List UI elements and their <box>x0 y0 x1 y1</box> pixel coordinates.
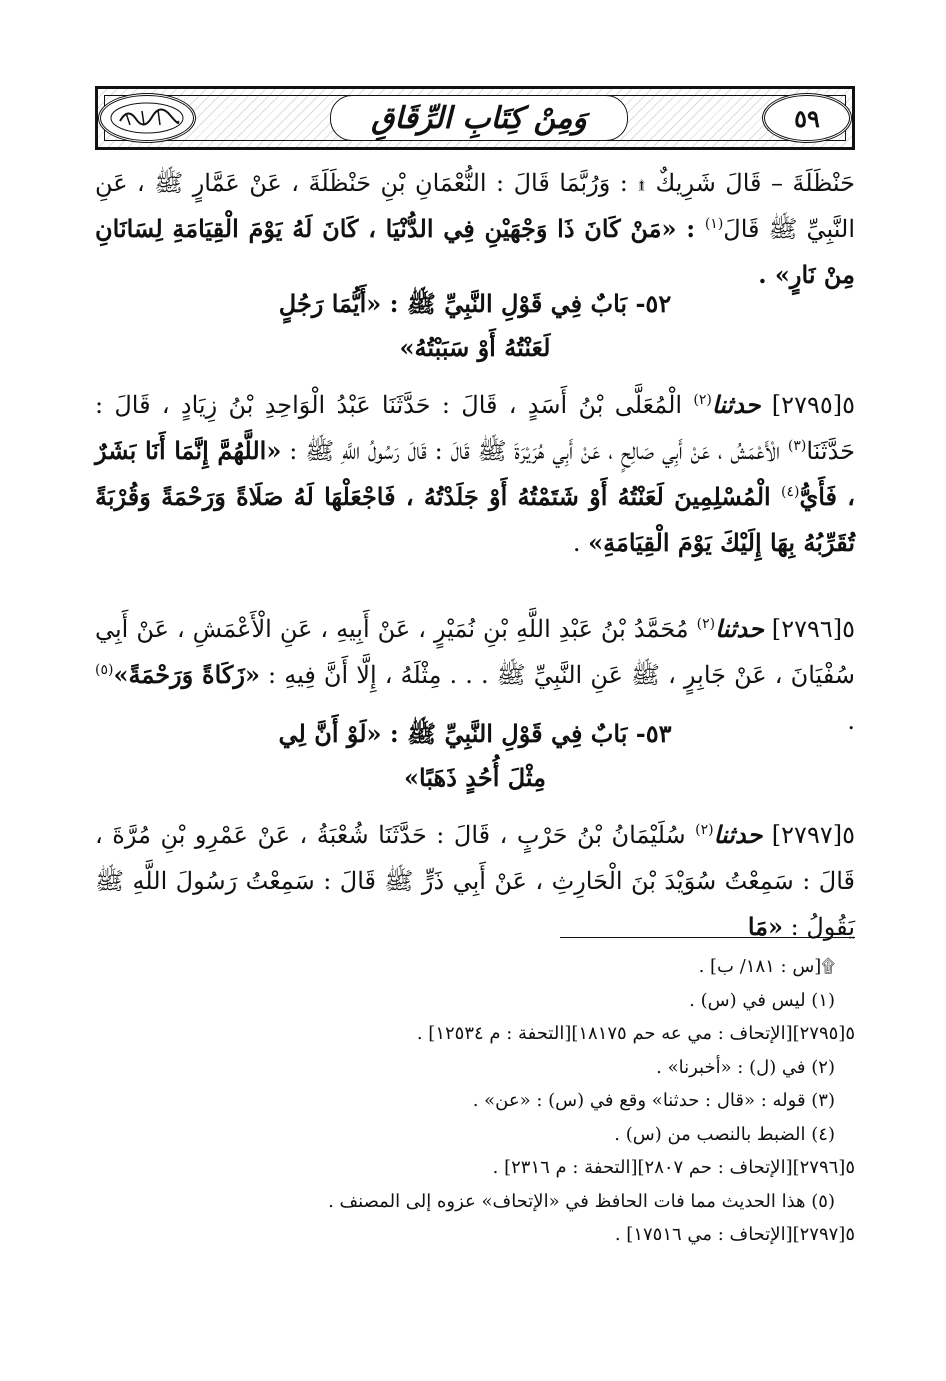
hadith-number: ٥[٢٧٩٥] <box>760 391 855 419</box>
footnote-item: ٥[٢٧٩٦][الإتحاف : حم ٢٨٠٧][التحفة : م ٢٣١٦] . <box>492 1157 855 1178</box>
footnote-ref: (٢) <box>693 392 712 408</box>
footnote-item: (٥) هذا الحديث مما فات الحافظ في «الإتحاف» عزوه إلى المصنف . <box>328 1190 835 1212</box>
footnote-ref: (٣) <box>787 438 807 454</box>
para1-line2a: ﷺ قَالَ <box>723 215 798 243</box>
hadith-2795 <box>95 382 855 566</box>
hadith-quote: «زَكَاةً وَرَحْمَةً» <box>113 660 260 689</box>
footnote-ref: (٢) <box>695 822 714 838</box>
chapter-heading-52 <box>95 282 855 370</box>
hadith-2797 <box>95 812 855 950</box>
footnote-item: ۩[س : ١٨١/ ب] . <box>698 956 835 977</box>
isnad-text: سُلَيْمَانُ بْنُ حَرْبٍ ، قَالَ : حَدَّثَنَا شُعْبَةُ ، عَنْ عَمْرِو بْنِ مُرَّةَ ، قَالَ : سَمِعْتُ سُوَيْدَ بْنَ الْحَارِثِ ، عَنْ أَبِي ذَرٍّ ﷺ قَالَ : سَمِعْتُ رَسُولَ اللَّهِ ﷺ يَقُولُ : <box>95 821 855 941</box>
para1-line1: حَنْظَلَةَ – قَالَ شَرِيكٌ ۩ : وَرُبَّمَا قَالَ : النُّعْمَانِ بْنِ حَنْظَلَةَ ، عَنْ عَمَّارٍ ﷺ ، عَنِ النَّبِيِّ <box>95 169 856 243</box>
footnote-item: ٥[٢٧٩٥][الإتحاف : مي عه حم ١٨١٧٥][التحفة : م ١٢٥٣٤] . <box>416 1023 855 1044</box>
chapter-heading-53 <box>95 712 855 800</box>
narration-word: حدثنا <box>713 820 763 849</box>
chapter-heading-line2: مِثْلَ أُحُدٍ ذَهَبًا» <box>404 763 546 792</box>
chapter-heading-line1: ٥٢- بَابٌ فِي قَوْلِ النَّبِيِّ ﷺ : «أَيُّمَا رَجُلٍ <box>278 289 672 318</box>
footnote-item: (٤) الضبط بالنصب من (س) . <box>614 1123 835 1145</box>
footnotes <box>95 950 855 1252</box>
narration-word: حدثنا <box>715 614 764 643</box>
isnad-text: الْأَعْمَشُ ، عَنْ أَبِي صَالِحٍ ، عَنْ أَبِي هُرَيْرَةَ ﷺ قَالَ : قَالَ رَسُولُ اللَّهِ ﷺ : <box>281 437 788 465</box>
chapter-heading-line1: ٥٣- بَابٌ فِي قَوْلِ النَّبِيِّ ﷺ : «لَوْ أَنَّ لِي <box>278 719 672 748</box>
hadith-quote: : «مَنْ كَانَ ذَا وَجْهَيْنِ فِي الدُّنْيَا ، كَانَ لَهُ يَوْمَ الْقِيَامَةِ لِسَانَانِ مِنْ نَارٍ» . <box>95 214 855 289</box>
end-mark: . <box>572 529 589 557</box>
isnad-text: الْمُعَلَّى بْنُ أَسَدٍ ، قَالَ : حَدَّثَنَا عَبْدُ الْوَاحِدِ بْنُ زِيَادٍ ، قَالَ : حَدَّثَنَا <box>95 391 855 465</box>
footnote-divider <box>560 937 855 938</box>
footnote-item: ٥[٢٧٩٧][الإتحاف : مي ١٧٥١٦] . <box>614 1224 855 1245</box>
hadith-quote: «مَا <box>747 912 783 941</box>
footnote-ref: (٤) <box>780 484 800 500</box>
page-header <box>95 86 855 150</box>
narration-word: حدثنا <box>711 390 761 419</box>
end-mark: . <box>847 707 855 735</box>
footnote-item: (٣) قوله : «قال : حدثنا» وقع في (س) : «عن» . <box>472 1090 835 1111</box>
footnote-item: (٢) في (ل) : «أخبرنا» . <box>656 1056 835 1078</box>
chapter-heading-line2: لَعَنْتُهُ أَوْ سَبَبْتُهُ» <box>399 333 551 362</box>
hadith-quote: الْمُسْلِمِينَ لَعَنْتُهُ أَوْ شَتَمْتُهُ أَوْ جَلَدْتُهُ ، فَاجْعَلْهَا لَهُ صَلَاةً وَرَحْمَةً وَقُرْبَةً تُقَرِّبُهُ بِهَا إِلَيْكَ يَوْمَ الْقِيَامَةِ» <box>95 482 855 557</box>
paragraph-continuation <box>95 160 855 298</box>
hadith-number: ٥[٢٧٩٧] <box>762 821 855 849</box>
hadith-quote: «اللَّهُمَّ إِنَّمَا أَنَا بَشَرٌ ، فَأَيُّ <box>95 436 856 511</box>
publisher-seal-logo <box>98 93 196 143</box>
footnote-ref: (٥) <box>95 662 114 678</box>
footnote-item: (١) ليس في (س) . <box>689 989 835 1011</box>
calligraphy-seal-icon <box>108 101 186 135</box>
footnote-ref: (١) <box>704 216 724 232</box>
running-title: وَمِنْ كِتَابِ الرِّقَاقِ <box>330 95 628 141</box>
hadith-number: ٥[٢٧٩٦] <box>763 615 856 643</box>
isnad-text: مُحَمَّدُ بْنُ عَبْدِ اللَّهِ بْنِ نُمَيْرٍ ، عَنْ أَبِيهِ ، عَنِ الْأَعْمَشِ ، عَنْ أَبِي سُفْيَانَ ، عَنْ جَابِرٍ ، ﷺ عَنِ النَّبِيِّ ﷺ . . . مِثْلَهُ ، إِلَّا أَنَّ فِيهِ : <box>95 615 856 689</box>
page-number: ٥٩ <box>762 93 852 143</box>
footnote-ref: (٢) <box>696 616 716 632</box>
